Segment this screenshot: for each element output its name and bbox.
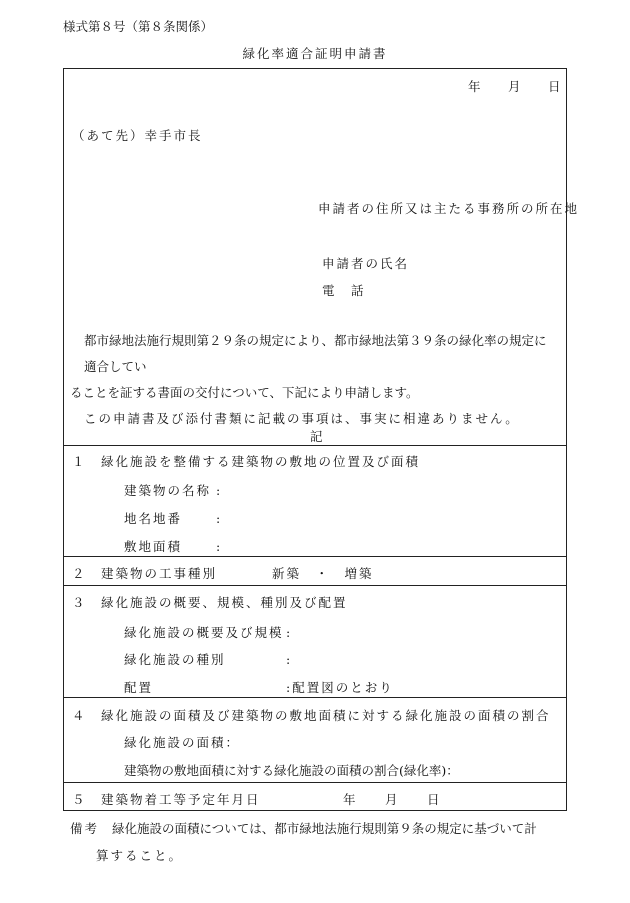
statement-line-1: 都市緑地法施行規則第２９条の規定により、都市緑地法第３９条の緑化率の規定に適合してい [84, 333, 547, 374]
divider-3 [64, 585, 566, 586]
section-1-title: １ 緑化施設を整備する建築物の敷地の位置及び面積 [72, 454, 421, 469]
greening-area-label: 緑化施設の面積： [124, 735, 241, 750]
ki-heading: 記 [310, 429, 323, 444]
greening-type-colon: : [286, 652, 291, 667]
form-number: 様式第８号（第８条関係） [63, 19, 214, 34]
section-2-title: ２ 建築物の工事種別 [72, 566, 218, 581]
site-area-label: 敷地面積 [124, 539, 183, 554]
divider-4 [64, 697, 566, 698]
remarks-line-1: 緑化施設の面積については、都市緑地法施行規則第９条の規定に基づいて計 [112, 821, 537, 836]
addressee: （あて先）幸手市長 [72, 128, 203, 143]
applicant-address-label: 申請者の住所又は主たる事務所の所在地 [318, 201, 580, 216]
divider-2 [64, 556, 566, 557]
greening-layout-label: 配置 [124, 680, 154, 695]
site-area-colon: : [216, 539, 221, 554]
statement-line-2: ることを証する書面の交付について、下記により申請します。 [70, 385, 419, 400]
divider-5 [64, 782, 566, 783]
greening-ratio-label: 建築物の敷地面積に対する緑化施設の面積の割合(緑化率)： [124, 763, 459, 778]
lot-number-label: 地名地番 [124, 511, 183, 526]
section-4-title: ４ 緑化施設の面積及び建築物の敷地面積に対する緑化施設の面積の割合 [72, 708, 551, 723]
application-statement [64, 328, 566, 432]
greening-overview-label: 緑化施設の概要及び規模 [124, 625, 284, 640]
date-month-label: 月 [508, 79, 521, 94]
document-title: 緑化率適合証明申請書 [242, 46, 388, 61]
construction-type-options: 新築 ・ 増築 [272, 566, 374, 581]
date-day-label: 日 [548, 79, 561, 94]
start-date-day-label: 日 [427, 792, 440, 807]
application-form [63, 68, 580, 811]
remarks-label: 備考 [70, 821, 100, 836]
lot-number-colon: : [216, 511, 221, 526]
building-name-label: 建築物の名称 [124, 483, 212, 498]
section-3-title: ３ 緑化施設の概要、規模、種別及び配置 [72, 595, 348, 610]
section-5-title: ５ 建築物着工等予定年月日 [72, 792, 261, 807]
phone-label: 電 話 [322, 283, 366, 298]
divider-1 [64, 445, 566, 446]
greening-overview-colon: : [286, 625, 291, 640]
greening-type-label: 緑化施設の種別 [124, 652, 226, 667]
remarks-line-2: 算すること。 [96, 848, 184, 863]
building-name-colon: : [216, 483, 221, 498]
statement-line-3: この申請書及び添付書類に記載の事項は、事実に相違ありません。 [84, 411, 520, 426]
date-year-label: 年 [468, 79, 481, 94]
applicant-name-label: 申請者の氏名 [322, 256, 410, 271]
start-date-month-label: 月 [385, 792, 398, 807]
greening-layout-value: :配置図のとおり [286, 680, 394, 695]
start-date-year-label: 年 [343, 792, 356, 807]
